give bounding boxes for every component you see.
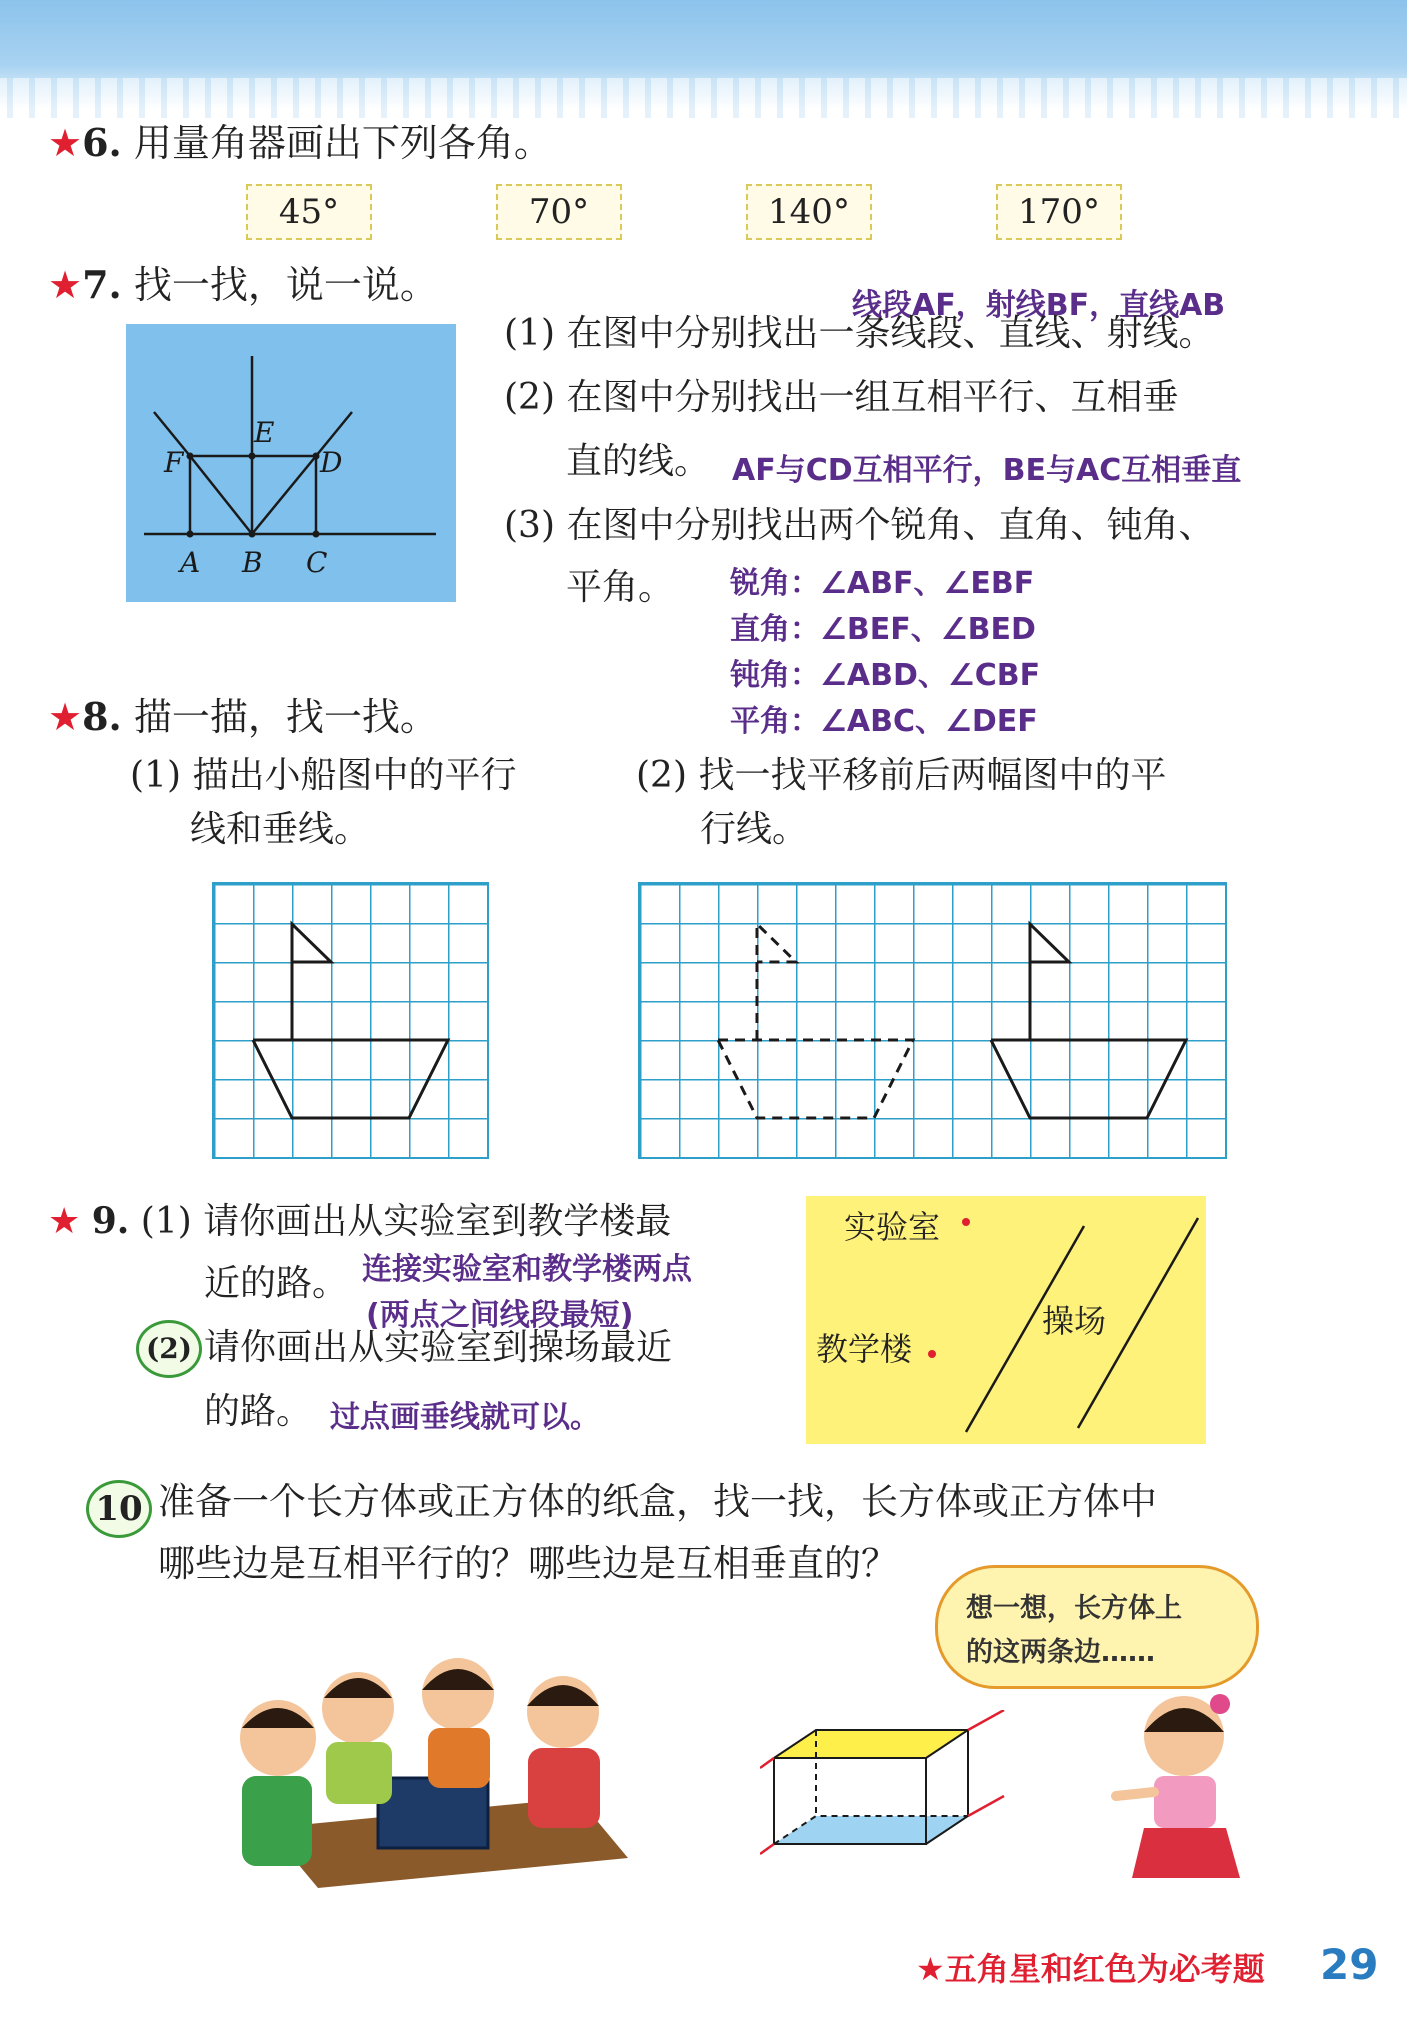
answer-obtuse-angles: 钝角：∠ABD、∠CBF <box>730 658 1041 693</box>
answer-q9-2: 过点画垂线就可以。 <box>330 1400 600 1435</box>
translation-grid[interactable] <box>638 882 1227 1159</box>
q7-part3-line1: (3) 在图中分别找出两个锐角、直角、钝角、 <box>504 505 1215 546</box>
answer-straight-angles: 平角：∠ABC、∠DEF <box>730 704 1038 739</box>
map-label-school: 教学楼 <box>816 1330 913 1368</box>
cuboid-svg <box>760 1710 1008 1858</box>
footer-note: ★五角星和红色为必考题 <box>916 1950 1265 1988</box>
geometry-figure-svg <box>126 324 456 602</box>
answer-q9-1a: 连接实验室和教学楼两点 <box>362 1252 692 1287</box>
point-label-d: D <box>320 446 343 479</box>
answer-q7-2: AF与CD互相平行，BE与AC互相垂直 <box>732 453 1242 488</box>
children-illustration-svg <box>228 1628 638 1888</box>
question-9-line1 <box>48 1200 671 1243</box>
q7-part2-line2: 直的线。 <box>566 441 711 482</box>
question-number: 9. <box>91 1200 130 1242</box>
angle-box-45[interactable]: 45° <box>246 184 372 240</box>
star-icon: ★ <box>48 1201 81 1242</box>
question-text: 用量角器画出下列各角。 <box>133 121 552 165</box>
angle-box-170[interactable]: 170° <box>996 184 1122 240</box>
point-label-f: F <box>164 446 184 479</box>
q10-line1: 准备一个长方体或正方体的纸盒，找一找，长方体或正方体中 <box>158 1480 1157 1523</box>
page-number: 29 <box>1320 1940 1379 1989</box>
star-icon: ★ <box>48 695 83 739</box>
star-icon: ★ <box>48 121 83 165</box>
point-label-e: E <box>254 416 275 449</box>
question-7-title <box>48 262 438 309</box>
map-label-lab: 实验室 <box>844 1208 941 1246</box>
q10-line2: 哪些边是互相平行的？哪些边是互相垂直的？ <box>158 1542 898 1585</box>
q8-part2-line2: 行线。 <box>700 809 809 850</box>
q9-part1-line2: 近的路。 <box>204 1263 349 1304</box>
star-icon: ★ <box>48 263 83 307</box>
boat-grid[interactable] <box>212 882 489 1159</box>
q9-part1-line1: (1) 请你画出从实验室到教学楼最 <box>140 1201 672 1242</box>
question-number: 7. <box>82 262 122 307</box>
q9-part2-line1: 请你画出从实验室到操场最近 <box>204 1327 673 1368</box>
point-label-c: C <box>306 546 328 579</box>
question-text: 描一描，找一找。 <box>133 695 438 739</box>
angle-box-70[interactable]: 70° <box>496 184 622 240</box>
q7-part2-line1: (2) 在图中分别找出一组互相平行、互相垂 <box>504 377 1179 418</box>
girl-illustration-svg <box>1108 1688 1248 1888</box>
translation-drawing <box>640 884 1225 1157</box>
answer-q9-1b: (两点之间线段最短) <box>366 1298 634 1333</box>
question-number: 6. <box>82 120 122 165</box>
bubble-line2: 的这两条边…… <box>966 1637 1155 1668</box>
answer-acute-angles: 锐角：∠ABF、∠EBF <box>730 566 1035 601</box>
q8-part1-line2: 线和垂线。 <box>190 809 371 850</box>
cuboid-drawing <box>760 1710 1008 1858</box>
point-label-b: B <box>242 546 263 579</box>
angle-box-140[interactable]: 140° <box>746 184 872 240</box>
geometry-figure <box>126 324 456 602</box>
q10-badge: 10 <box>86 1480 152 1538</box>
children-illustration <box>228 1628 638 1888</box>
header-banner-edge <box>0 78 1407 118</box>
girl-illustration <box>1108 1688 1248 1888</box>
q9-part2-line2: 的路。 <box>204 1391 313 1432</box>
point-label-a: A <box>180 546 201 579</box>
map-label-field: 操场 <box>1042 1302 1107 1340</box>
q7-part3-line2: 平角。 <box>566 567 675 608</box>
q9-part2-badge: (2) <box>136 1320 202 1378</box>
q8-part1-line1: (1) 描出小船图中的平行 <box>130 755 517 796</box>
boat-drawing <box>214 884 487 1157</box>
campus-map[interactable] <box>806 1196 1206 1444</box>
answer-q7-1: 线段AF，射线BF，直线AB <box>852 288 1226 323</box>
question-6-title <box>48 120 552 167</box>
answer-right-angles: 直角：∠BEF、∠BED <box>730 612 1036 647</box>
q7-part1: (1) 在图中分别找出一条线段、直线、射线。 <box>504 313 1215 354</box>
question-text: 找一找，说一说。 <box>133 263 438 307</box>
q8-part2-line1: (2) 找一找平移前后两幅图中的平 <box>636 755 1167 796</box>
question-number: 8. <box>82 694 122 739</box>
question-8-title <box>48 694 438 741</box>
bubble-line1: 想一想，长方体上 <box>966 1593 1182 1624</box>
speech-bubble <box>935 1565 1259 1689</box>
